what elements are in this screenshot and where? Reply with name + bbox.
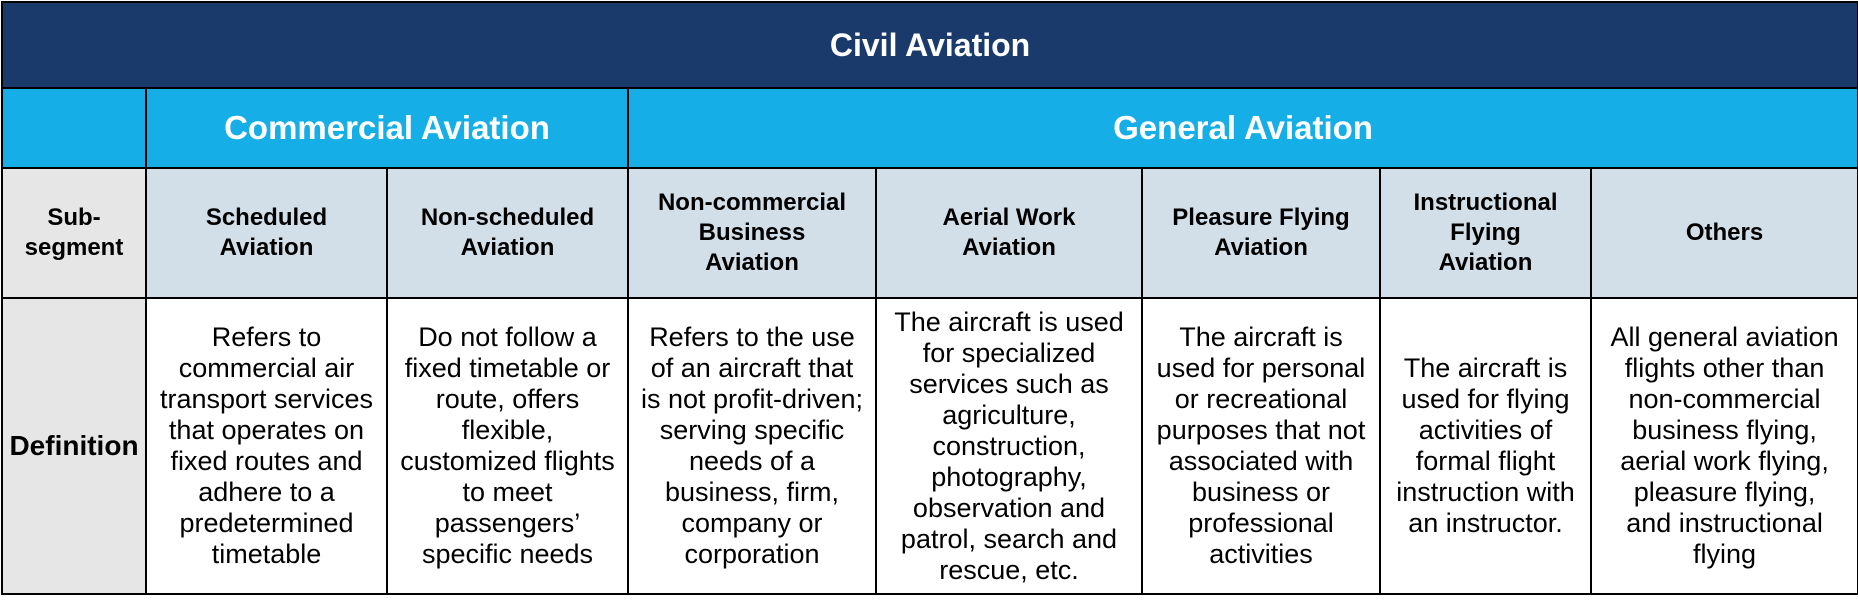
definition-scheduled-aviation: Refers to commercial air transport services that operates on fixed routes and adhere to a predetermined timetable xyxy=(146,298,387,594)
row-label-subsegment: Sub- segment xyxy=(2,168,146,298)
subsegment-scheduled-aviation: Scheduled Aviation xyxy=(146,168,387,298)
definition-others: All general aviation flights other than non-commercial business flying, aerial work flying, pleasure flying, and instructional flying xyxy=(1591,298,1858,594)
subsegment-non-scheduled-aviation: Non-scheduled Aviation xyxy=(387,168,628,298)
segment-blank-cell xyxy=(2,88,146,168)
segment-general-aviation: General Aviation xyxy=(628,88,1858,168)
definition-aerial-work-aviation: The aircraft is used for specialized services such as agriculture, construction, photography, observation and patrol, search and rescue, etc. xyxy=(876,298,1142,594)
subsegment-aerial-work-aviation: Aerial Work Aviation xyxy=(876,168,1142,298)
subsegment-non-commercial-business-aviation: Non-commercial Business Aviation xyxy=(628,168,876,298)
subsegment-others: Others xyxy=(1591,168,1858,298)
civil-aviation-table xyxy=(1,1,1858,595)
subsegment-pleasure-flying-aviation: Pleasure Flying Aviation xyxy=(1142,168,1380,298)
definition-non-scheduled-aviation: Do not follow a fixed timetable or route, offers flexible, customized flights to meet passengers’ specific needs xyxy=(387,298,628,594)
table-title: Civil Aviation xyxy=(2,2,1858,88)
definition-instructional-flying-aviation: The aircraft is used for flying activities of formal flight instruction with an instructor. xyxy=(1380,298,1591,594)
subsegment-instructional-flying-aviation: Instructional Flying Aviation xyxy=(1380,168,1591,298)
segment-commercial-aviation: Commercial Aviation xyxy=(146,88,628,168)
row-label-definition: Definition xyxy=(2,298,146,594)
definition-pleasure-flying-aviation: The aircraft is used for personal or recreational purposes that not associated with business or professional activities xyxy=(1142,298,1380,594)
definition-non-commercial-business-aviation: Refers to the use of an aircraft that is not profit-driven; serving specific needs of a business, firm, company or corporation xyxy=(628,298,876,594)
